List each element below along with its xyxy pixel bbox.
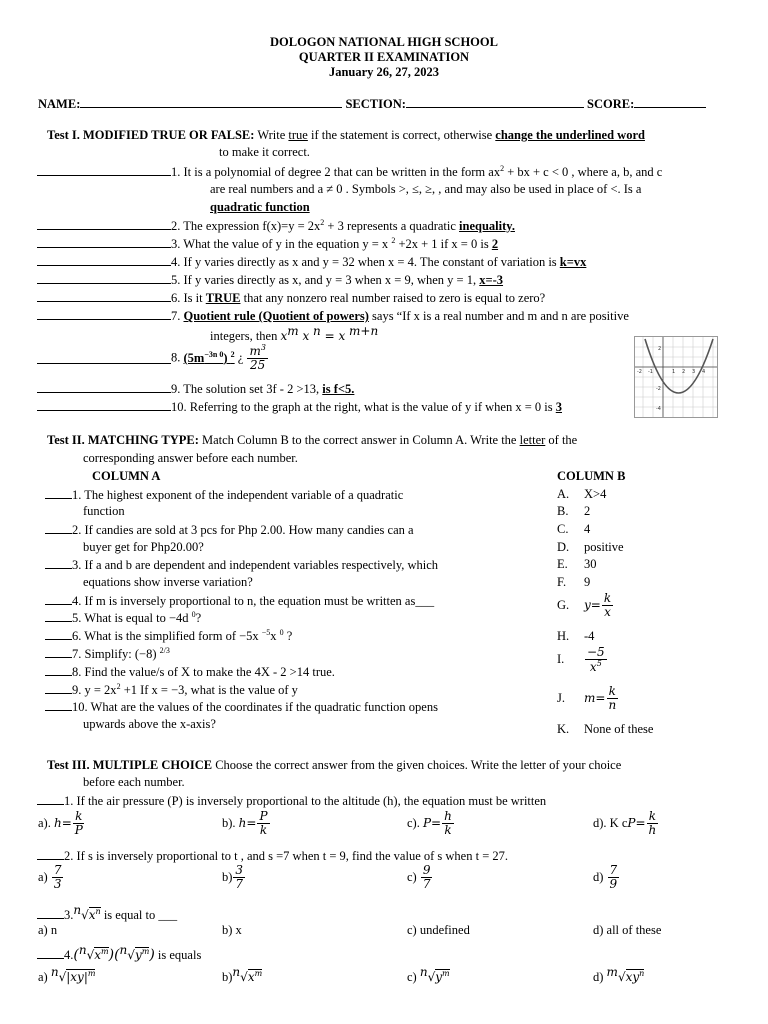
option-letter: d). K c <box>593 815 628 830</box>
option-letter: a) <box>38 869 51 884</box>
radicand-base: x <box>247 970 255 985</box>
test2-title: Test II. MATCHING TYPE: <box>47 433 199 447</box>
answer-blank[interactable] <box>45 593 72 605</box>
underlined-expression <box>184 351 235 365</box>
denominator: k <box>259 822 268 837</box>
math: x <box>280 329 288 344</box>
exp: 2 <box>320 218 325 227</box>
underlined-word: is f<5. <box>322 382 355 396</box>
item-text: 2. The expression f(x)=y = 2x <box>171 219 321 234</box>
test2-instr-c: corresponding answer before each number. <box>83 451 298 465</box>
item-text: 6. Is it <box>171 291 206 305</box>
fraction <box>442 810 454 836</box>
exp: 2 <box>391 236 396 245</box>
test1-instr-a: Write <box>254 128 289 142</box>
tick-label: 2 <box>682 369 686 375</box>
test1-item7-line2 <box>210 325 378 344</box>
choice-letter: K. <box>557 722 570 736</box>
exp: 2 <box>500 164 505 173</box>
choice-text: -4 <box>584 629 595 643</box>
choice-A <box>557 487 606 501</box>
answer-blank[interactable] <box>45 487 72 499</box>
math: h= <box>53 816 72 831</box>
question-text: 1. If the air pressure (P) is inversely proportional to the altitude (h), the equation must be written <box>64 794 547 808</box>
fraction <box>608 864 620 890</box>
option-letter: a) <box>38 970 51 985</box>
item-text: 9. y = 2x <box>72 683 117 698</box>
answer-blank[interactable] <box>37 272 171 284</box>
question-text: 4. <box>64 948 74 963</box>
math: m= <box>584 691 606 706</box>
choice-D <box>557 540 624 554</box>
option-letter: d) <box>593 970 607 985</box>
test1-instr-change: change the underlined word <box>495 128 645 142</box>
test2-item10-line2: upwards above the x-axis? <box>83 717 216 731</box>
paren: ( <box>73 947 79 964</box>
test3-q1 <box>37 793 546 808</box>
test1-item5 <box>37 272 503 287</box>
choice-text: 30 <box>584 557 597 571</box>
test1-instr-true: true <box>288 128 308 142</box>
choice-J <box>557 685 619 711</box>
radicand-base: y <box>134 948 142 963</box>
answer-blank[interactable] <box>45 682 72 694</box>
denominator: k <box>444 822 452 837</box>
root-index: m <box>606 965 618 979</box>
test2-item10 <box>45 699 438 714</box>
q3-option-c: c) undefined <box>407 923 470 937</box>
math: x <box>298 329 314 344</box>
q4-option-d: d) $^m√xy^n$ <box>593 965 645 985</box>
test3-instr-b: before each number. <box>83 775 185 789</box>
item-text: 3. What the value of y in the equation y = x <box>171 237 392 252</box>
underlined-word: TRUE <box>205 291 241 305</box>
denominator: P <box>74 822 83 837</box>
exp: 3 <box>260 343 266 352</box>
choice-C <box>557 522 590 536</box>
math: P= <box>422 816 442 831</box>
underlined-word: 3 <box>555 400 562 414</box>
test2-item9 <box>45 682 298 698</box>
name-field[interactable] <box>80 96 342 108</box>
choice-letter: D. <box>557 540 570 554</box>
exp: m <box>442 969 450 979</box>
q1-option-d <box>593 810 659 836</box>
exp: n <box>313 324 321 338</box>
name-label: NAME: <box>38 97 81 111</box>
test1-instr-c: to make it correct. <box>219 145 310 159</box>
numerator: h <box>444 809 452 823</box>
numerator: k <box>608 684 616 698</box>
option-letter: d) <box>593 869 607 884</box>
exam-title: QUARTER II EXAMINATION <box>298 50 470 64</box>
radicand-base: xy <box>625 970 640 985</box>
choice-text: None of these <box>584 722 654 736</box>
item-text: 10. What are the values of the coordinates if the quadratic function opens <box>72 700 438 714</box>
q2-option-d <box>593 864 620 890</box>
math: = x <box>320 329 350 344</box>
option-letter: b). <box>222 815 239 830</box>
question-text: 2. If s is inversely proportional to t , and s =7 when t = 9, find the value of s when t = 27. <box>64 849 508 863</box>
root-index: n <box>419 965 428 979</box>
choice-letter: A. <box>557 487 570 501</box>
exp: 5 <box>596 658 602 668</box>
choice-text: positive <box>584 540 624 554</box>
exp: 2 <box>116 682 121 691</box>
exp: −5 <box>261 628 271 637</box>
choice-E <box>557 557 597 571</box>
denominator: n <box>608 697 617 712</box>
math: y= <box>584 598 601 613</box>
exp: 2/3 <box>159 646 170 655</box>
answer-blank[interactable] <box>37 290 171 302</box>
answer-blank[interactable] <box>37 236 171 248</box>
option-letter: a). <box>38 815 54 830</box>
name-row <box>38 96 706 111</box>
item-text: 1. It is a polynomial of degree 2 that can be written in the form ax <box>171 165 501 180</box>
paren: )( <box>108 947 120 964</box>
numerator: 9 <box>422 863 431 877</box>
radicand-base: x <box>88 908 96 923</box>
test1-item2 <box>37 218 515 234</box>
test1-item4 <box>37 254 586 269</box>
exp: n <box>95 907 101 917</box>
numerator: −5 <box>587 645 605 659</box>
denominator: 7 <box>422 876 431 891</box>
numerator: 7 <box>53 863 62 877</box>
q2-option-b <box>222 864 246 890</box>
q1-option-a <box>38 810 86 836</box>
underlined-word: 2 <box>491 237 499 252</box>
tick-label: 4 <box>702 369 706 375</box>
option-letter: c) <box>407 970 420 985</box>
test2-item7 <box>45 646 170 662</box>
choice-F <box>557 575 590 589</box>
exp: m <box>101 947 109 957</box>
q3-option-b: b) x <box>222 923 242 937</box>
test2-instr-letter: letter <box>519 433 546 447</box>
choice-letter: J. <box>557 690 565 705</box>
test3-instr-a: Choose the correct answer from the given choices. Write the letter of your choice <box>212 758 622 772</box>
item-text: ? <box>195 611 202 626</box>
test2-item4 <box>45 593 434 608</box>
item-text: + bx + c < 0 , where a, b, and c <box>504 165 663 180</box>
tick-label: 1 <box>672 369 676 375</box>
test1-item10 <box>37 399 562 414</box>
test2-item2-line2: buyer get for Php20.00? <box>83 540 204 554</box>
tick-label: -1 <box>648 369 653 375</box>
q2-option-a <box>38 864 64 890</box>
choice-text: 2 <box>584 504 591 518</box>
item-text: that any nonzero real number raised to zero is equal to zero? <box>240 291 546 305</box>
numerator: k <box>648 809 657 823</box>
question-text: 3. <box>64 908 74 923</box>
item-text: 4. If m is inversely proportional to n, the equation must be written as___ <box>72 594 435 608</box>
score-label: SCORE: <box>587 97 635 111</box>
choice-I <box>557 646 608 673</box>
exp: 2 <box>230 349 235 359</box>
item-text: +2x + 1 if x = 0 is <box>395 237 492 252</box>
item-text: 3. If a and b are dependent and independent variables respectively, which <box>72 558 439 572</box>
test2-instr-b: of the <box>545 433 578 447</box>
test3-q3: $3.^n√x^n$ is equal to ___ <box>37 904 177 923</box>
root-index: n <box>119 943 128 957</box>
item-text: 5. What is equal to −4d <box>72 611 192 626</box>
answer-blank[interactable] <box>45 557 72 569</box>
test3-q2 <box>37 848 508 863</box>
fraction <box>52 864 64 890</box>
denominator: 7 <box>235 876 244 891</box>
choice-G <box>557 592 614 618</box>
q3-option-d: d) all of these <box>593 923 662 937</box>
underlined-word: k=vx <box>559 255 587 269</box>
option-letter: b) <box>222 869 233 884</box>
item-text: integers, then <box>210 329 281 344</box>
question-text: is equals <box>154 948 202 963</box>
exp: m+n <box>349 324 379 338</box>
denominator: h <box>648 822 657 837</box>
choice-letter: C. <box>557 522 569 536</box>
school-name: DOLOGON NATIONAL HIGH SCHOOL <box>270 35 498 49</box>
test2-item8 <box>45 664 335 679</box>
fraction <box>602 592 613 618</box>
item-text: 2. If candies are sold at 3 pcs for Php 2.00. How many candies can a <box>72 523 414 537</box>
item-text: 10. Referring to the graph at the right, what is the value of y if when x = 0 is <box>171 400 556 414</box>
option-letter: c). <box>407 815 423 830</box>
test3-title: Test III. MULTIPLE CHOICE <box>47 758 213 772</box>
answer-blank[interactable] <box>37 399 171 411</box>
q4-option-c: c) $^n√y^m$ <box>407 965 450 985</box>
tick-label: -2 <box>637 369 642 375</box>
answer-blank[interactable] <box>45 664 72 676</box>
answer-blank[interactable] <box>45 628 72 640</box>
test1-instructions <box>47 128 645 142</box>
test2-item6 <box>45 628 292 644</box>
root-index: n <box>78 943 87 957</box>
underlined-word: Quotient rule (Quotient of powers) <box>183 309 369 323</box>
choice-letter: I. <box>557 652 565 667</box>
numerator: k <box>603 591 612 605</box>
radicand-base: y <box>435 970 443 985</box>
q1-option-c <box>407 810 455 836</box>
answer-blank[interactable] <box>45 646 72 658</box>
test1-item6 <box>37 290 545 305</box>
answer-blank[interactable] <box>37 848 64 860</box>
answer-blank[interactable] <box>37 907 64 919</box>
exp: m <box>254 969 263 979</box>
tick-label: -2 <box>656 386 661 392</box>
item-text: +1 If x = −3, what is the value of y <box>120 683 298 698</box>
fraction <box>647 810 659 836</box>
test1-title: Test I. MODIFIED TRUE OR FALSE: <box>47 128 255 142</box>
exp: 0 <box>191 610 196 619</box>
choice-text: 9 <box>584 575 591 589</box>
column-a-heading: COLUMN A <box>92 469 161 483</box>
underlined-word: inequality. <box>459 219 515 234</box>
q2-option-c <box>407 864 433 890</box>
denominator: 9 <box>609 876 618 891</box>
answer-blank[interactable] <box>45 522 72 534</box>
root-index: n <box>50 965 59 979</box>
answer-blank[interactable] <box>37 381 171 393</box>
fraction <box>606 685 618 711</box>
item-text: says “If x is a real number and m and n are positive <box>368 309 629 323</box>
item-text: 5. If y varies directly as x, and y = 3 when x = 9, when y = 1, <box>171 273 480 287</box>
fraction <box>73 810 85 836</box>
option-letter: b) <box>222 970 233 985</box>
test1-instr-b: if the statement is correct, otherwise <box>307 128 496 142</box>
fraction <box>247 344 267 371</box>
denominator: x <box>604 604 611 619</box>
answer-blank[interactable] <box>45 699 72 711</box>
test1-item9 <box>37 381 354 396</box>
paren: ) <box>149 947 155 964</box>
q4-option-b: $b)^n√x^m$ <box>222 965 263 985</box>
test2-instructions <box>47 433 577 447</box>
exp: 0 <box>279 628 284 637</box>
item-text: ? <box>283 629 293 644</box>
section-field[interactable] <box>406 96 584 108</box>
denominator: x <box>589 659 597 674</box>
option-letter: c) <box>407 869 420 884</box>
test3-instructions <box>47 758 621 772</box>
radicand-base: x <box>94 948 102 963</box>
question-text: is equal to ___ <box>100 908 178 923</box>
tick-label: -4 <box>656 406 661 412</box>
column-b-heading: COLUMN B <box>557 469 626 483</box>
score-field[interactable] <box>634 96 706 108</box>
answer-blank[interactable] <box>37 352 171 364</box>
underlined-word: x=-3 <box>479 273 504 287</box>
choice-letter: F. <box>557 575 567 589</box>
exam-date: January 26, 27, 2023 <box>328 65 440 79</box>
q3-option-a: a) n <box>38 923 58 937</box>
item-text: 1. The highest exponent of the independent variable of a quadratic <box>72 488 404 502</box>
test2-item1 <box>45 487 403 502</box>
radicand-base: |xy| <box>66 970 88 985</box>
radicand <box>89 907 101 922</box>
test2-instr-a: Match Column B to the correct answer in Column A. Write the <box>198 433 520 447</box>
exp: m <box>287 324 299 338</box>
item-text: 8. Find the value/s of X to make the 4X - 2 >14 true. <box>72 665 335 679</box>
section-label: SECTION: <box>345 97 406 111</box>
root-index: n <box>73 903 82 917</box>
parabola-svg <box>635 337 717 417</box>
math: (5m <box>183 350 205 365</box>
choice-letter: G. <box>557 597 570 612</box>
math: P= <box>627 816 646 831</box>
test1-item1-underlined: quadratic function <box>210 200 310 214</box>
answer-blank[interactable] <box>45 610 72 622</box>
test2-item5 <box>45 610 201 626</box>
numerator: 7 <box>609 863 618 877</box>
test1-item8 <box>37 344 269 371</box>
item-text: 8. <box>171 350 184 365</box>
answer-blank[interactable] <box>37 308 171 320</box>
test2-item3 <box>45 557 438 572</box>
tick-label: 2 <box>658 346 662 352</box>
exp: n <box>639 969 645 979</box>
test1-item1-line2: are real numbers and a ≠ 0 . Symbols >, ≤, ≥, , and may also be used in place of <. Is a <box>210 182 642 196</box>
test3-q4: $4.(^n√x^m)(^n√y^m)$ is equals <box>37 944 201 963</box>
fraction <box>257 810 269 836</box>
test2-item3-line2: equations show inverse variation? <box>83 575 253 589</box>
item-text: 4. If y varies directly as x and y = 32 when x = 4. The constant of variation is <box>171 255 560 269</box>
choice-letter: E. <box>557 557 568 571</box>
item-text: x <box>270 629 280 644</box>
choice-K <box>557 722 653 736</box>
exp: m <box>141 947 150 957</box>
test1-item3 <box>37 236 498 252</box>
numerator: k <box>75 809 83 823</box>
choice-letter: H. <box>557 629 570 643</box>
math: h= <box>238 816 257 831</box>
parabola-graph <box>634 336 718 418</box>
numerator: m <box>249 344 261 358</box>
q1-option-b <box>222 810 271 836</box>
numerator: P <box>259 809 268 823</box>
fraction <box>421 864 433 890</box>
exp: −3n 0 <box>204 349 224 359</box>
test1-item1 <box>37 164 662 180</box>
answer-blank[interactable] <box>37 164 171 176</box>
choice-B <box>557 504 590 518</box>
answer-blank[interactable] <box>37 947 64 959</box>
item-text: 9. The solution set 3f - 2 >13, <box>171 382 323 396</box>
test2-item2 <box>45 522 414 537</box>
math: ) <box>223 350 231 365</box>
denominator: 3 <box>53 876 62 891</box>
answer-blank[interactable] <box>37 793 64 805</box>
test2-item1-line2: function <box>83 504 125 518</box>
exp: m <box>87 969 96 979</box>
test1-item7 <box>37 308 629 323</box>
choice-H <box>557 629 594 643</box>
q4-option-a: a) $^n√|xy|^m$ <box>38 965 96 985</box>
choice-letter: B. <box>557 504 569 518</box>
item-text: 7. <box>171 309 184 323</box>
answer-blank[interactable] <box>37 254 171 266</box>
answer-blank[interactable] <box>37 218 171 230</box>
fraction <box>233 864 245 890</box>
choice-text: X>4 <box>584 487 607 501</box>
choice-text: 4 <box>584 522 591 536</box>
root-index: n <box>232 965 241 979</box>
tick-label: 3 <box>692 369 696 375</box>
item-text: 7. Simplify: (−8) <box>72 647 160 662</box>
numerator: 3 <box>235 863 244 877</box>
item-text: ¿ <box>234 350 244 365</box>
item-text: + 3 represents a quadratic <box>324 219 460 234</box>
item-text: 6. What is the simplified form of −5x <box>72 629 262 644</box>
fraction <box>585 646 607 673</box>
denominator: 25 <box>250 357 266 372</box>
